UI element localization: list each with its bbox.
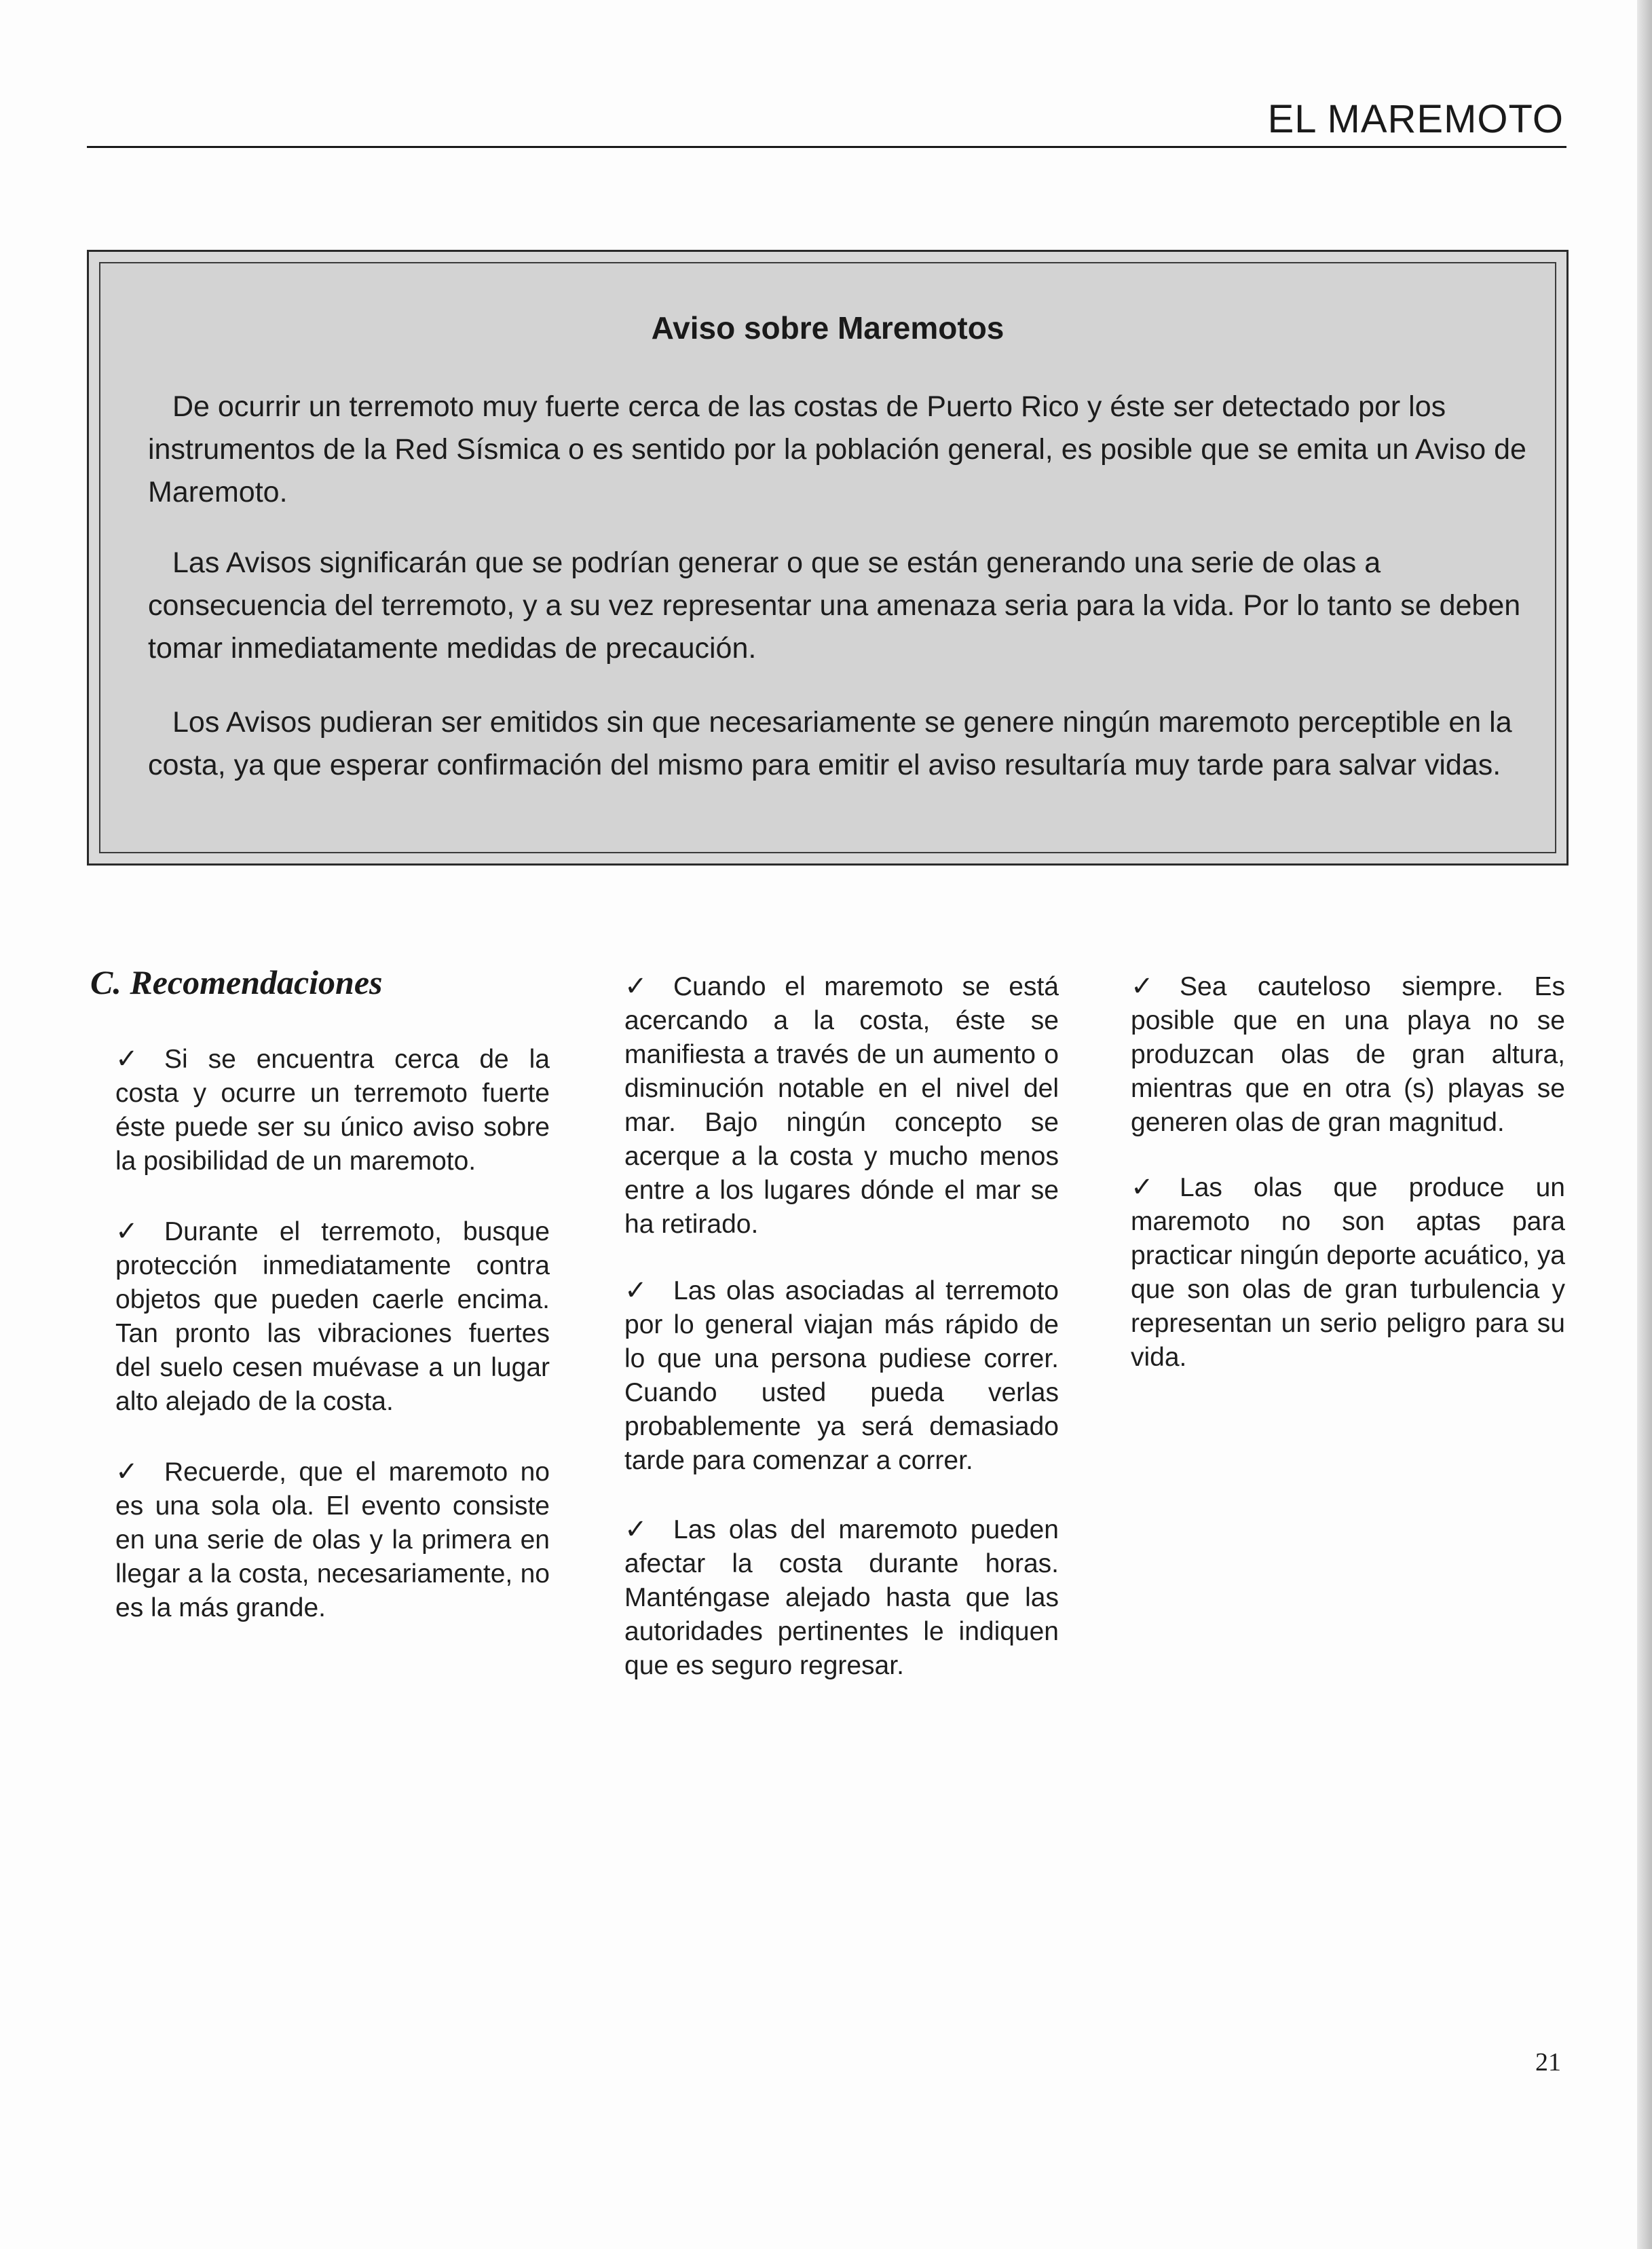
box-paragraph: Las Avisos significarán que se podrían generar o que se están generando una serie de olas a consecuencia del terremoto, y a su vez representar una amenaza seria para la vida. Por lo tanto se deben tomar inmediatamente medidas de precaución. bbox=[148, 546, 1521, 665]
recommendation-item bbox=[624, 1512, 1059, 1683]
tsunami-warning-box-inner bbox=[99, 262, 1556, 853]
recommendation-item bbox=[115, 1042, 550, 1178]
recommendation-text: Durante el terremoto, busque protección inmediatamente contra objetos que pueden caerle encima. Tan pronto las vibraciones fuertes del suelo cesen muévase a un lugar alto alejado de la costa. bbox=[115, 1217, 550, 1416]
checkmark-icon: ✓ bbox=[624, 1276, 647, 1305]
recommendation-text: Cuando el maremoto se está acercando a la costa, éste se manifiesta a través de un aumento o disminución notable en el nivel del mar. Bajo ningún concepto se acerque a la costa y mucho menos entre a los lugares dónde el mar se ha retirado. bbox=[624, 972, 1059, 1239]
chapter-title: EL MAREMOTO bbox=[1267, 97, 1564, 141]
header-rule bbox=[87, 146, 1566, 148]
box-paragraph: De ocurrir un terremoto muy fuerte cerca de las costas de Puerto Rico y éste ser detectado por los instrumentos de la Red Sísmica o es sentido por la población general, es posible que se emita un Aviso de Maremoto. bbox=[148, 390, 1526, 508]
recommendation-item bbox=[624, 969, 1059, 1242]
recommendation-item bbox=[624, 1274, 1059, 1478]
recommendation-item bbox=[1131, 969, 1565, 1140]
recommendation-item bbox=[115, 1214, 550, 1419]
checkmark-icon: ✓ bbox=[115, 1457, 138, 1487]
box-paragraph: Los Avisos pudieran ser emitidos sin que necesariamente se genere ningún maremoto perceptible en la costa, ya que esperar confirmación del mismo para emitir el aviso resultaría muy tarde para salvar vidas. bbox=[148, 706, 1512, 781]
checkmark-icon: ✓ bbox=[115, 1044, 138, 1074]
recommendation-text: Recuerde, que el maremoto no es una sola ola. El evento consiste en una serie de olas y la primera en llegar a la costa, necesariamente, no es la más grande. bbox=[115, 1457, 550, 1622]
recommendation-text: Sea cauteloso siempre. Es posible que en una playa no se produzcan olas de gran altura, mientras que en otra (s) playas se generen olas de gran magnitud. bbox=[1131, 972, 1565, 1137]
recommendation-item bbox=[1131, 1170, 1565, 1375]
recommendation-text: Si se encuentra cerca de la costa y ocurre un terremoto fuerte éste puede ser su único aviso sobre la posibilidad de un maremoto. bbox=[115, 1045, 550, 1176]
checkmark-icon: ✓ bbox=[624, 1514, 647, 1544]
recommendation-text: Las olas asociadas al terremoto por lo general viajan más rápido de lo que una persona pudiese correr. Cuando usted pueda verlas probablemente ya será demasiado tarde para comenzar a correr. bbox=[624, 1276, 1059, 1475]
page-edge-shadow bbox=[1637, 0, 1652, 2249]
checkmark-icon: ✓ bbox=[1131, 1172, 1154, 1202]
section-heading: C. Recomendaciones bbox=[90, 963, 383, 1001]
checkmark-icon: ✓ bbox=[624, 971, 647, 1001]
recommendation-item bbox=[115, 1455, 550, 1625]
box-title: Aviso sobre Maremotos bbox=[651, 310, 1005, 346]
recommendation-text: Las olas del maremoto pueden afectar la costa durante horas. Manténgase alejado hasta que las autoridades pertinentes le indiquen que es seguro regresar. bbox=[624, 1515, 1059, 1680]
checkmark-icon: ✓ bbox=[1131, 971, 1154, 1001]
tsunami-warning-box bbox=[87, 250, 1569, 866]
page-number: 21 bbox=[1535, 2048, 1561, 2077]
recommendation-text: Las olas que produce un maremoto no son aptas para practicar ningún deporte acuático, ya que son olas de gran turbulencia y representan un serio peligro para su vida. bbox=[1131, 1173, 1565, 1372]
checkmark-icon: ✓ bbox=[115, 1216, 138, 1246]
